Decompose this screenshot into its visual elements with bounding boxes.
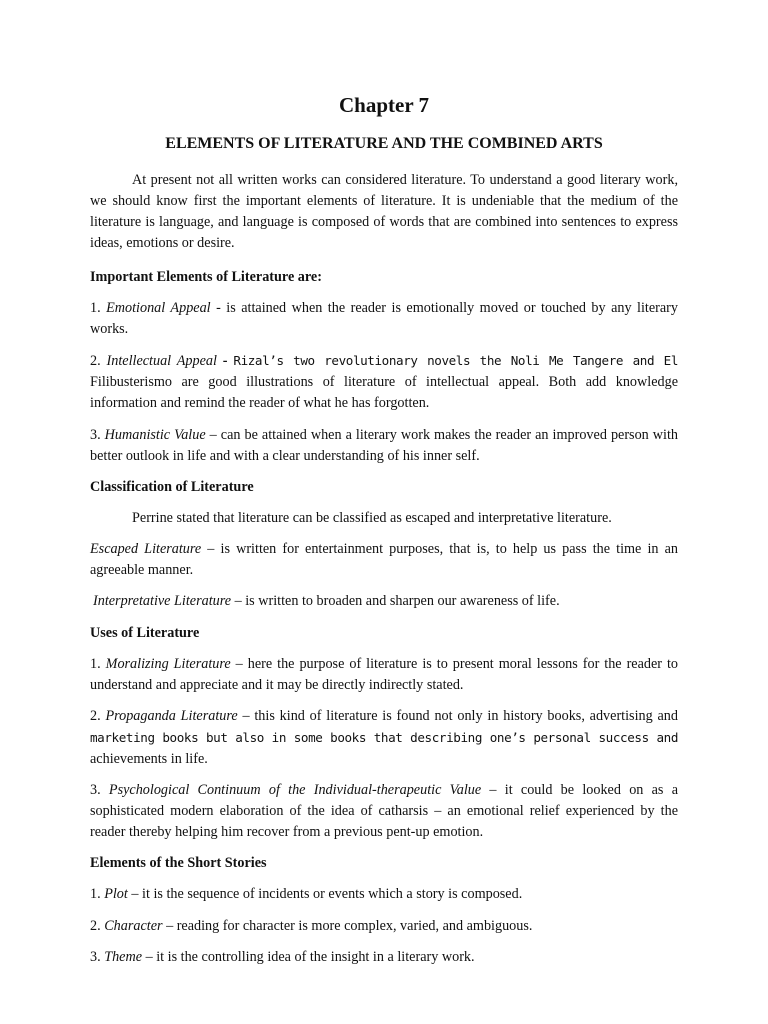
uses-item-psychological: 3. Psychological Continuum of the Individual-therapeutic Value – it could be looked on as a sophisticated modern elaboration of the idea of catharsis – an emotional relief experienced by the reader thereby helping him recover from a previous pent-up emotion. — [90, 782, 679, 841]
uses-heading: Uses of Literature — [90, 624, 200, 641]
classification-lead: Perrine stated that literature can be classified as escaped and interpretative literature. — [132, 509, 612, 526]
term: Psychological Continuum of the Individual-therapeutic Value — [108, 782, 482, 799]
term: Humanistic Value — [104, 426, 206, 443]
short-stories-item-theme: 3. Theme – it is the controlling idea of the insight in a literary work. — [90, 948, 475, 965]
intro-paragraph: At present not all written works can considered literature. To understand a good literary work, we should know first the important elements of literature. It is undeniable that the medium of the literature is language, and language is composed of words that are combined into sentences to express ideas, emotions or desire. — [90, 172, 678, 251]
chapter-label: Chapter 7 — [338, 93, 430, 117]
term: Emotional Appeal — [106, 300, 211, 317]
uses-item-moralizing: 1. Moralizing Literature – here the purpose of literature is to present moral lessons for the reader to understand and appreciate and it may be directly indirectly stated. — [90, 655, 679, 693]
term: Plot — [104, 886, 128, 903]
term: Moralizing Literature — [105, 655, 231, 672]
document-body — [90, 170, 678, 978]
term: Theme — [104, 948, 143, 965]
classification-heading: Classification of Literature — [90, 478, 254, 495]
classification-item-interpretative: Interpretative Literature – is written to broaden and sharpen our awareness of life. — [93, 593, 560, 610]
term: Propaganda Literature — [105, 707, 238, 724]
important-item-emotional-appeal: 1. Emotional Appeal - is attained when the reader is emotionally moved or touched by any literary works. — [90, 300, 678, 338]
short-stories-item-plot: 1. Plot – it is the sequence of incidents or events which a story is composed. — [90, 886, 523, 903]
classification-item-escaped: Escaped Literature – is written for entertainment purposes, that is, to help us pass the time in an agreeable manner. — [90, 541, 679, 579]
term: Escaped Literature — [90, 541, 202, 558]
chapter-title: ELEMENTS OF LITERATURE AND THE COMBINED ARTS — [165, 135, 603, 152]
term: Intellectual Appeal — [106, 353, 217, 370]
important-item-humanistic-value: 3. Humanistic Value – can be attained when a literary work makes the reader an improved person with better outlook in life and with a clear understanding of his inner self. — [90, 426, 679, 464]
term: Character — [104, 917, 163, 934]
short-stories-item-character: 2. Character – reading for character is more complex, varied, and ambiguous. — [90, 917, 533, 934]
important-item-intellectual-appeal: 2. Intellectual Appeal - Rizal’s two revolutionary novels the Noli Me Tangere and El Filibusterismo are good illustrations of literature of intellectual appeal. Both add knowledge information and remind the reader of what he has forgotten. — [90, 353, 679, 412]
uses-item-propaganda: 2. Propaganda Literature – this kind of literature is found not only in history books, advertising and marketing books but also in some books that describing one’s personal success and achievements in life. — [90, 707, 678, 767]
term: Interpretative Literature — [93, 593, 232, 610]
short-stories-heading: Elements of the Short Stories — [90, 855, 267, 872]
important-elements-heading: Important Elements of Literature are: — [90, 269, 322, 285]
